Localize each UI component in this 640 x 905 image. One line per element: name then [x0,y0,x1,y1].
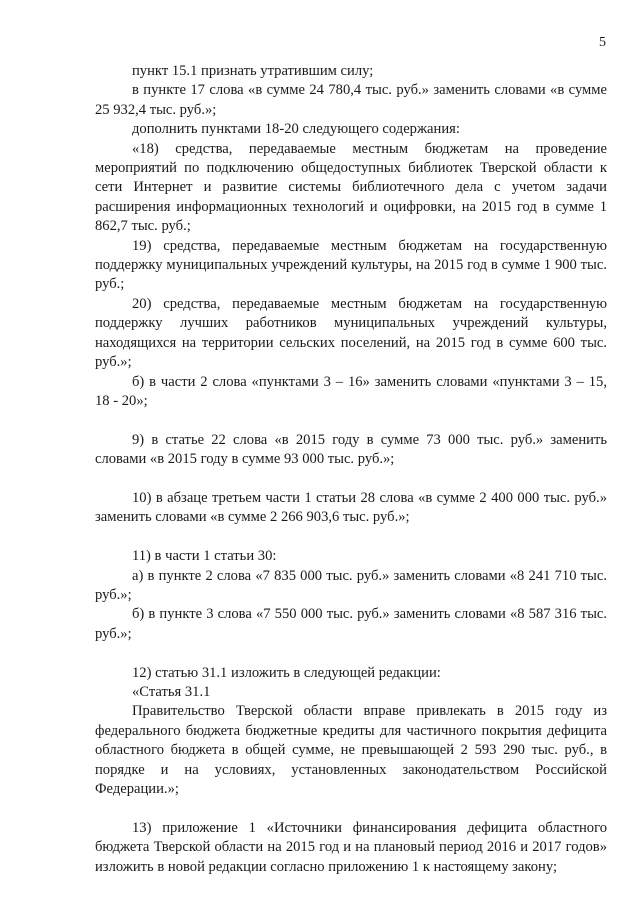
paragraph-item-18: «18) средства, передаваемые местным бюджетам на проведение мероприятий по подключению общедоступных библиотек Тверской области к сети Интернет и развитие системы библиотечного дела с учетом задачи расширения информационных технологий и оцифровки, на 2015 год в сумме 1 862,7 тыс. руб.; [95,140,607,235]
paragraph-article-31-1-text: Правительство Тверской области вправе привлекать в 2015 году из федерального бюджета бюджетные кредиты для частичного покрытия дефицита областного бюджета в общей сумме, не превышающей 2 593 290 тыс. руб., в порядке и на условиях, установленных законодательством Российской Федерации.»; [95,703,607,797]
document-body [95,62,607,877]
paragraph-item-20: 20) средства, передаваемые местным бюджетам на государственную поддержку лучших работников муниципальных учреждений культуры, находящихся на территории сельских поселений, на 2015 год в сумме 600 тыс. руб.»; [95,295,607,371]
paragraph-appendix-1: 13) приложение 1 «Источники финансирования дефицита областного бюджета Тверской области на 2015 год и на плановый период 2016 и 2017 годов» изложить в новой редакции согласно приложению 1 к настоящему закону; [95,819,607,875]
paragraph-item-17: в пункте 17 слова «в сумме 24 780,4 тыс. руб.» заменить словами «в сумме 25 932,4 тыс. руб.»; [95,82,607,118]
page-number: 5 [599,35,606,50]
paragraph-article-22: 9) в статье 22 слова «в 2015 году в сумме 73 000 тыс. руб.» заменить словами «в 2015 году в сумме 93 000 тыс. руб.»; [95,431,607,468]
paragraph-article-30-a: а) в пункте 2 слова «7 835 000 тыс. руб.» заменить словами «8 241 710 тыс. руб.»; [95,567,607,603]
paragraph-item-15-1: пункт 15.1 признать утратившим силу; [132,63,374,79]
paragraph-item-19: 19) средства, передаваемые местным бюджетам на государственную поддержку муниципальных учреждений культуры, на 2015 год в сумме 1 900 тыс. руб.; [95,237,607,293]
paragraph-add-items: дополнить пунктами 18-20 следующего содержания: [132,121,460,138]
paragraph-article-31-1-heading: «Статья 31.1 [132,683,211,700]
paragraph-article-30: 11) в части 1 статьи 30: [132,548,277,565]
paragraph-part-2: б) в части 2 слова «пунктами 3 – 16» заменить словами «пунктами 3 – 15, 18 - 20»; [95,373,607,409]
paragraph-article-28: 10) в абзаце третьем части 1 статьи 28 слова «в сумме 2 400 000 тыс. руб.» заменить словами «в сумме 2 266 903,6 тыс. руб.»; [95,489,607,526]
paragraph-article-31-1: 12) статью 31.1 изложить в следующей редакции: [132,664,441,681]
paragraph-article-30-b: б) в пункте 3 слова «7 550 000 тыс. руб.» заменить словами «8 587 316 тыс. руб.»; [95,606,607,642]
